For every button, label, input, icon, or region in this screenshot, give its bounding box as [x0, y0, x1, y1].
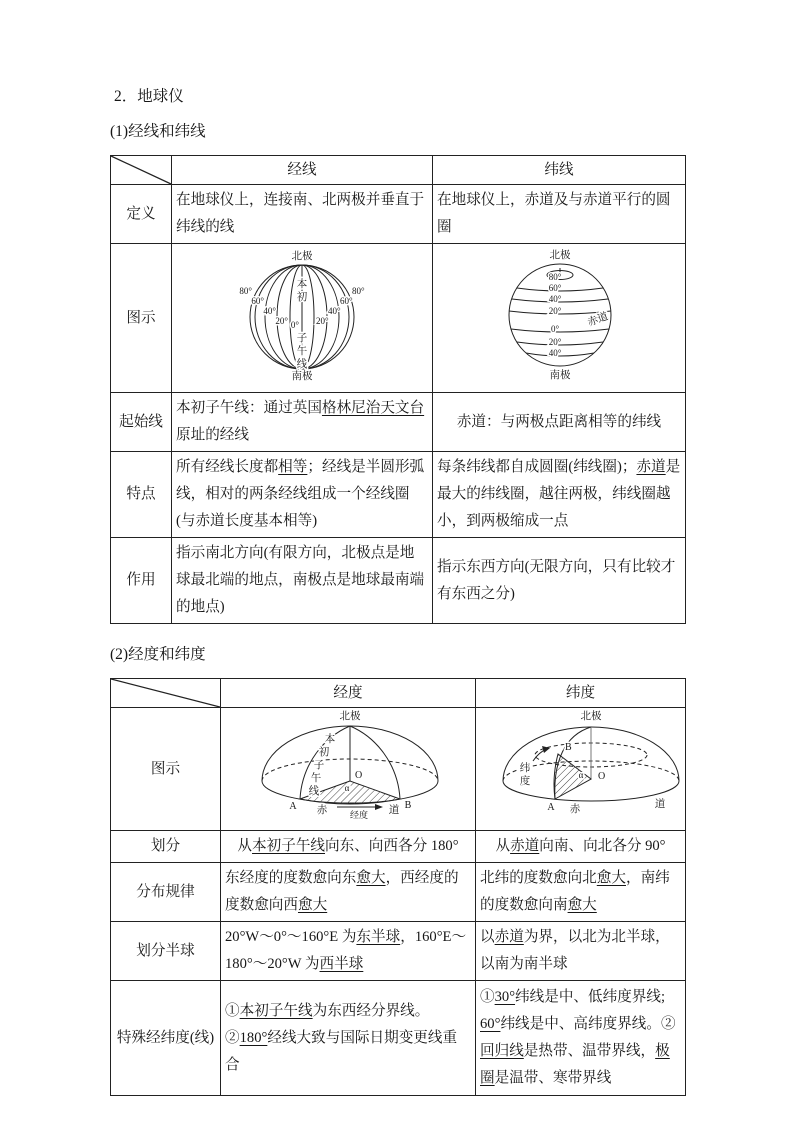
- underlined-term: 东半球: [356, 929, 401, 945]
- cell-meridian-function: [172, 538, 433, 624]
- cell-parallel-illustration: [433, 244, 686, 393]
- degree-label: 20°: [316, 316, 329, 326]
- prime-meridian-char: 子: [296, 333, 308, 344]
- prime-meridian-char: 午: [296, 346, 308, 357]
- cell-parallel-characteristics: [433, 452, 686, 538]
- center-o-label: O: [597, 771, 605, 782]
- degree-label: 40°: [328, 306, 341, 316]
- row-label-starting-line: 起始线: [111, 393, 172, 452]
- cell-meridian-starting-line: [172, 393, 433, 452]
- row-label-function: 作用: [111, 538, 172, 624]
- prime-meridian-char: 本: [324, 734, 335, 745]
- alpha-angle-label: α: [578, 770, 583, 780]
- text-segment: 指示南北方向(有限方向，北极点是地球最北端的地点，南极点是地球最南端的地点): [176, 545, 425, 615]
- row-label-definition: 定义: [111, 185, 172, 244]
- underlined-term: 格林尼治天文台: [321, 400, 425, 416]
- text-segment: 向南、向北各分 90°: [539, 838, 666, 854]
- underlined-term: 愈大: [596, 870, 626, 886]
- cell-parallel-function: [433, 538, 686, 624]
- cell-latitude-illustration: [476, 708, 686, 831]
- subheading-longitude-latitude: (2)经度和纬度: [110, 646, 206, 663]
- latitude-hemisphere-diagram: [477, 709, 685, 819]
- text-segment: 原址的经线: [176, 427, 249, 443]
- text-segment: 为界，以北为北半球，以南为南半球: [480, 929, 670, 972]
- parallel-globe-diagram: [434, 245, 684, 381]
- corner-cell: [111, 679, 221, 708]
- row-label-division: 划分: [111, 831, 221, 863]
- equator-char-right: 道: [388, 805, 399, 816]
- text-segment: 是热带、温带界线，: [523, 1043, 656, 1059]
- row-label-distribution: 分布规律: [111, 863, 221, 922]
- degree-label: 0°: [290, 320, 299, 330]
- north-pole-label: 北极: [549, 250, 571, 261]
- text-segment: 每条纬线都自成圆圈(纬线圈)；: [437, 459, 637, 475]
- underlined-term: 赤道: [636, 459, 666, 475]
- table-row-division: [111, 831, 686, 863]
- cell-longitude-division: [221, 831, 476, 863]
- cell-longitude-hemisphere-division: [221, 922, 476, 981]
- text-segment: 为东西经分界线。: [312, 1002, 430, 1019]
- degree-label: 40°: [263, 306, 276, 316]
- latitude-char: 度: [519, 776, 530, 787]
- north-pole-label: 北极: [339, 711, 360, 722]
- meridian-globe-diagram: [178, 245, 426, 381]
- table-row-distribution: [111, 863, 686, 922]
- longitude-hemisphere-diagram: [222, 709, 475, 819]
- equator-char-left: 赤: [569, 804, 580, 815]
- latitude-degree-label: 40°: [548, 294, 562, 304]
- south-pole-label: 南极: [549, 370, 571, 381]
- cell-latitude-special-lines: [476, 981, 686, 1096]
- degree-label: 60°: [251, 296, 264, 306]
- cell-parallel-starting-line: [433, 393, 686, 452]
- point-a-label: A: [288, 801, 297, 812]
- table-row-starting-line: [111, 393, 686, 452]
- text-segment: 在地球仪上，连接南、北两极并垂直于纬线的线: [176, 192, 425, 235]
- prime-meridian-char: 本: [296, 279, 308, 290]
- corner-cell: [111, 156, 172, 185]
- text-segment: 纬线是中、高纬度界线。②: [500, 1016, 676, 1032]
- table-longitude-latitude: [110, 678, 686, 1096]
- underlined-term: 回归线: [480, 1043, 524, 1059]
- column-header-meridian: 经线: [172, 156, 433, 185]
- text-segment: 所有经线长度都: [176, 459, 279, 475]
- text-segment: ，西经度的度数愈向西: [225, 870, 459, 913]
- south-pole-label: 南极: [291, 371, 313, 381]
- cell-meridian-illustration: [172, 244, 433, 393]
- text-segment: 是温带、寒带界线: [494, 1070, 612, 1086]
- underlined-term: 极圈: [480, 1043, 670, 1086]
- latitude-degree-label: 0°: [550, 324, 560, 334]
- text-segment: 北纬的度数愈向北: [480, 870, 597, 886]
- text-segment: ①: [225, 1002, 240, 1019]
- underlined-term: 本初子午线: [252, 838, 326, 854]
- column-header-parallel: 纬线: [433, 156, 686, 185]
- text-segment: 指示东西方向(无限方向，只有比较才有东西之分): [437, 558, 676, 602]
- text-segment: 在地球仪上，赤道及与赤道平行的圆圈: [437, 192, 671, 235]
- text-segment: ，160°E～180°～20°W 为: [225, 929, 467, 972]
- text-segment: ，南纬的度数愈向南: [480, 870, 670, 913]
- table-meridians-parallels: [110, 155, 686, 624]
- table-row-definition: [111, 185, 686, 244]
- alpha-angle-label: α: [344, 783, 349, 793]
- latitude-degree-label: 40°: [548, 348, 562, 358]
- heading-globe: 2．地球仪: [114, 88, 184, 105]
- subheading-meridians-parallels: (1)经线和纬线: [110, 123, 206, 140]
- text-segment: 东经度的度数愈向东: [225, 870, 357, 886]
- cell-latitude-division: [476, 831, 686, 863]
- underlined-term: 愈大: [567, 897, 597, 913]
- prime-meridian-char: 线: [296, 359, 308, 370]
- underlined-term: 愈大: [297, 897, 328, 913]
- text-segment: 向东、向西各分 180°: [325, 838, 459, 854]
- underlined-term: 30°: [494, 989, 516, 1005]
- row-label-special-lines: 特殊经纬度(线): [111, 981, 221, 1096]
- text-segment: 赤道：与两极点距离相等的纬线: [456, 413, 662, 430]
- prime-meridian-char: 初: [296, 292, 308, 303]
- prime-meridian-char: 午: [310, 773, 321, 784]
- row-label-illustration: 图示: [111, 244, 172, 393]
- equator-char-right: 道: [654, 799, 665, 810]
- longitude-arrowhead: [375, 804, 383, 810]
- longitude-label: 经度: [349, 810, 368, 819]
- point-b-label: B: [564, 742, 572, 753]
- table-row-header: [111, 156, 686, 185]
- latitude-degree-label: 20°: [548, 306, 562, 316]
- text-segment: 经线大致与国际日期变更线重合: [225, 1029, 458, 1073]
- table-row-header: [111, 679, 686, 708]
- text-segment: 纬线是中、低纬度界线;: [515, 989, 666, 1005]
- cell-latitude-distribution: [476, 863, 686, 922]
- latitude-degree-label: 20°: [548, 337, 562, 347]
- degree-label: 80°: [239, 286, 252, 296]
- column-header-longitude: 经度: [221, 679, 476, 708]
- latitude-char: 纬: [519, 763, 530, 774]
- cell-longitude-illustration: [221, 708, 476, 831]
- text-segment: 以: [480, 929, 495, 945]
- latitude-degree-label: 80°: [548, 272, 562, 282]
- underlined-term: 本初子午线: [239, 1002, 313, 1019]
- equator-char-left: 赤: [316, 805, 327, 816]
- cell-meridian-characteristics: [172, 452, 433, 538]
- row-label-hemisphere-division: 划分半球: [111, 922, 221, 981]
- prime-meridian-char: 线: [308, 786, 319, 797]
- text-segment: ②: [225, 1029, 240, 1046]
- table-row-characteristics: [111, 452, 686, 538]
- north-pole-label: 北极: [580, 711, 601, 722]
- text-segment: ；经线是半圆形弧线，相对的两条经线组成一个经线圈(与赤道长度基本相等): [176, 459, 425, 529]
- underlined-term: 赤道: [494, 929, 524, 945]
- cell-latitude-hemisphere-division: [476, 922, 686, 981]
- degree-label: 60°: [340, 296, 353, 306]
- degree-label: 80°: [352, 286, 365, 296]
- diagonal-divider: [111, 156, 171, 184]
- table-row-function: [111, 538, 686, 624]
- underlined-term: 60°: [480, 1016, 501, 1032]
- text-segment: 从: [495, 838, 511, 854]
- text-segment: 本初子午线：通过英国: [176, 400, 322, 416]
- table-row-illustration: [111, 708, 686, 831]
- table-row-special-lines: [111, 981, 686, 1096]
- diagonal-divider: [111, 679, 220, 707]
- row-label-illustration: 图示: [111, 708, 221, 831]
- cell-parallel-definition: [433, 185, 686, 244]
- point-b-label: B: [404, 800, 411, 811]
- table-row-hemisphere-division: [111, 922, 686, 981]
- table-row-illustration: [111, 244, 686, 393]
- degree-label: 20°: [275, 316, 288, 326]
- text-segment: 从: [237, 838, 253, 854]
- text-segment: ①: [480, 989, 495, 1005]
- underlined-term: 赤道: [510, 838, 540, 854]
- cell-longitude-special-lines: [221, 981, 476, 1096]
- underlined-term: 相等: [278, 459, 308, 475]
- content-area: [110, 84, 688, 1096]
- text-segment: 20°W～0°～160°E 为: [225, 929, 357, 945]
- prime-meridian-char: 子: [313, 760, 324, 771]
- underlined-term: 愈大: [356, 870, 386, 886]
- equator-label: 赤道: [586, 311, 610, 329]
- north-pole-label: 北极: [291, 251, 313, 262]
- text-segment: 是最大的纬线圈，越往两极，纬线圈越小，到两极缩成一点: [437, 459, 681, 529]
- latitude-degree-label: 60°: [548, 283, 562, 293]
- center-o-label: O: [354, 770, 362, 781]
- column-header-latitude: 纬度: [476, 679, 686, 708]
- row-label-characteristics: 特点: [111, 452, 172, 538]
- point-a-label: A: [546, 802, 555, 813]
- cell-meridian-definition: [172, 185, 433, 244]
- underlined-term: 180°: [239, 1029, 268, 1046]
- cell-longitude-distribution: [221, 863, 476, 922]
- underlined-term: 西半球: [319, 956, 364, 972]
- prime-meridian-char: 初: [318, 747, 329, 758]
